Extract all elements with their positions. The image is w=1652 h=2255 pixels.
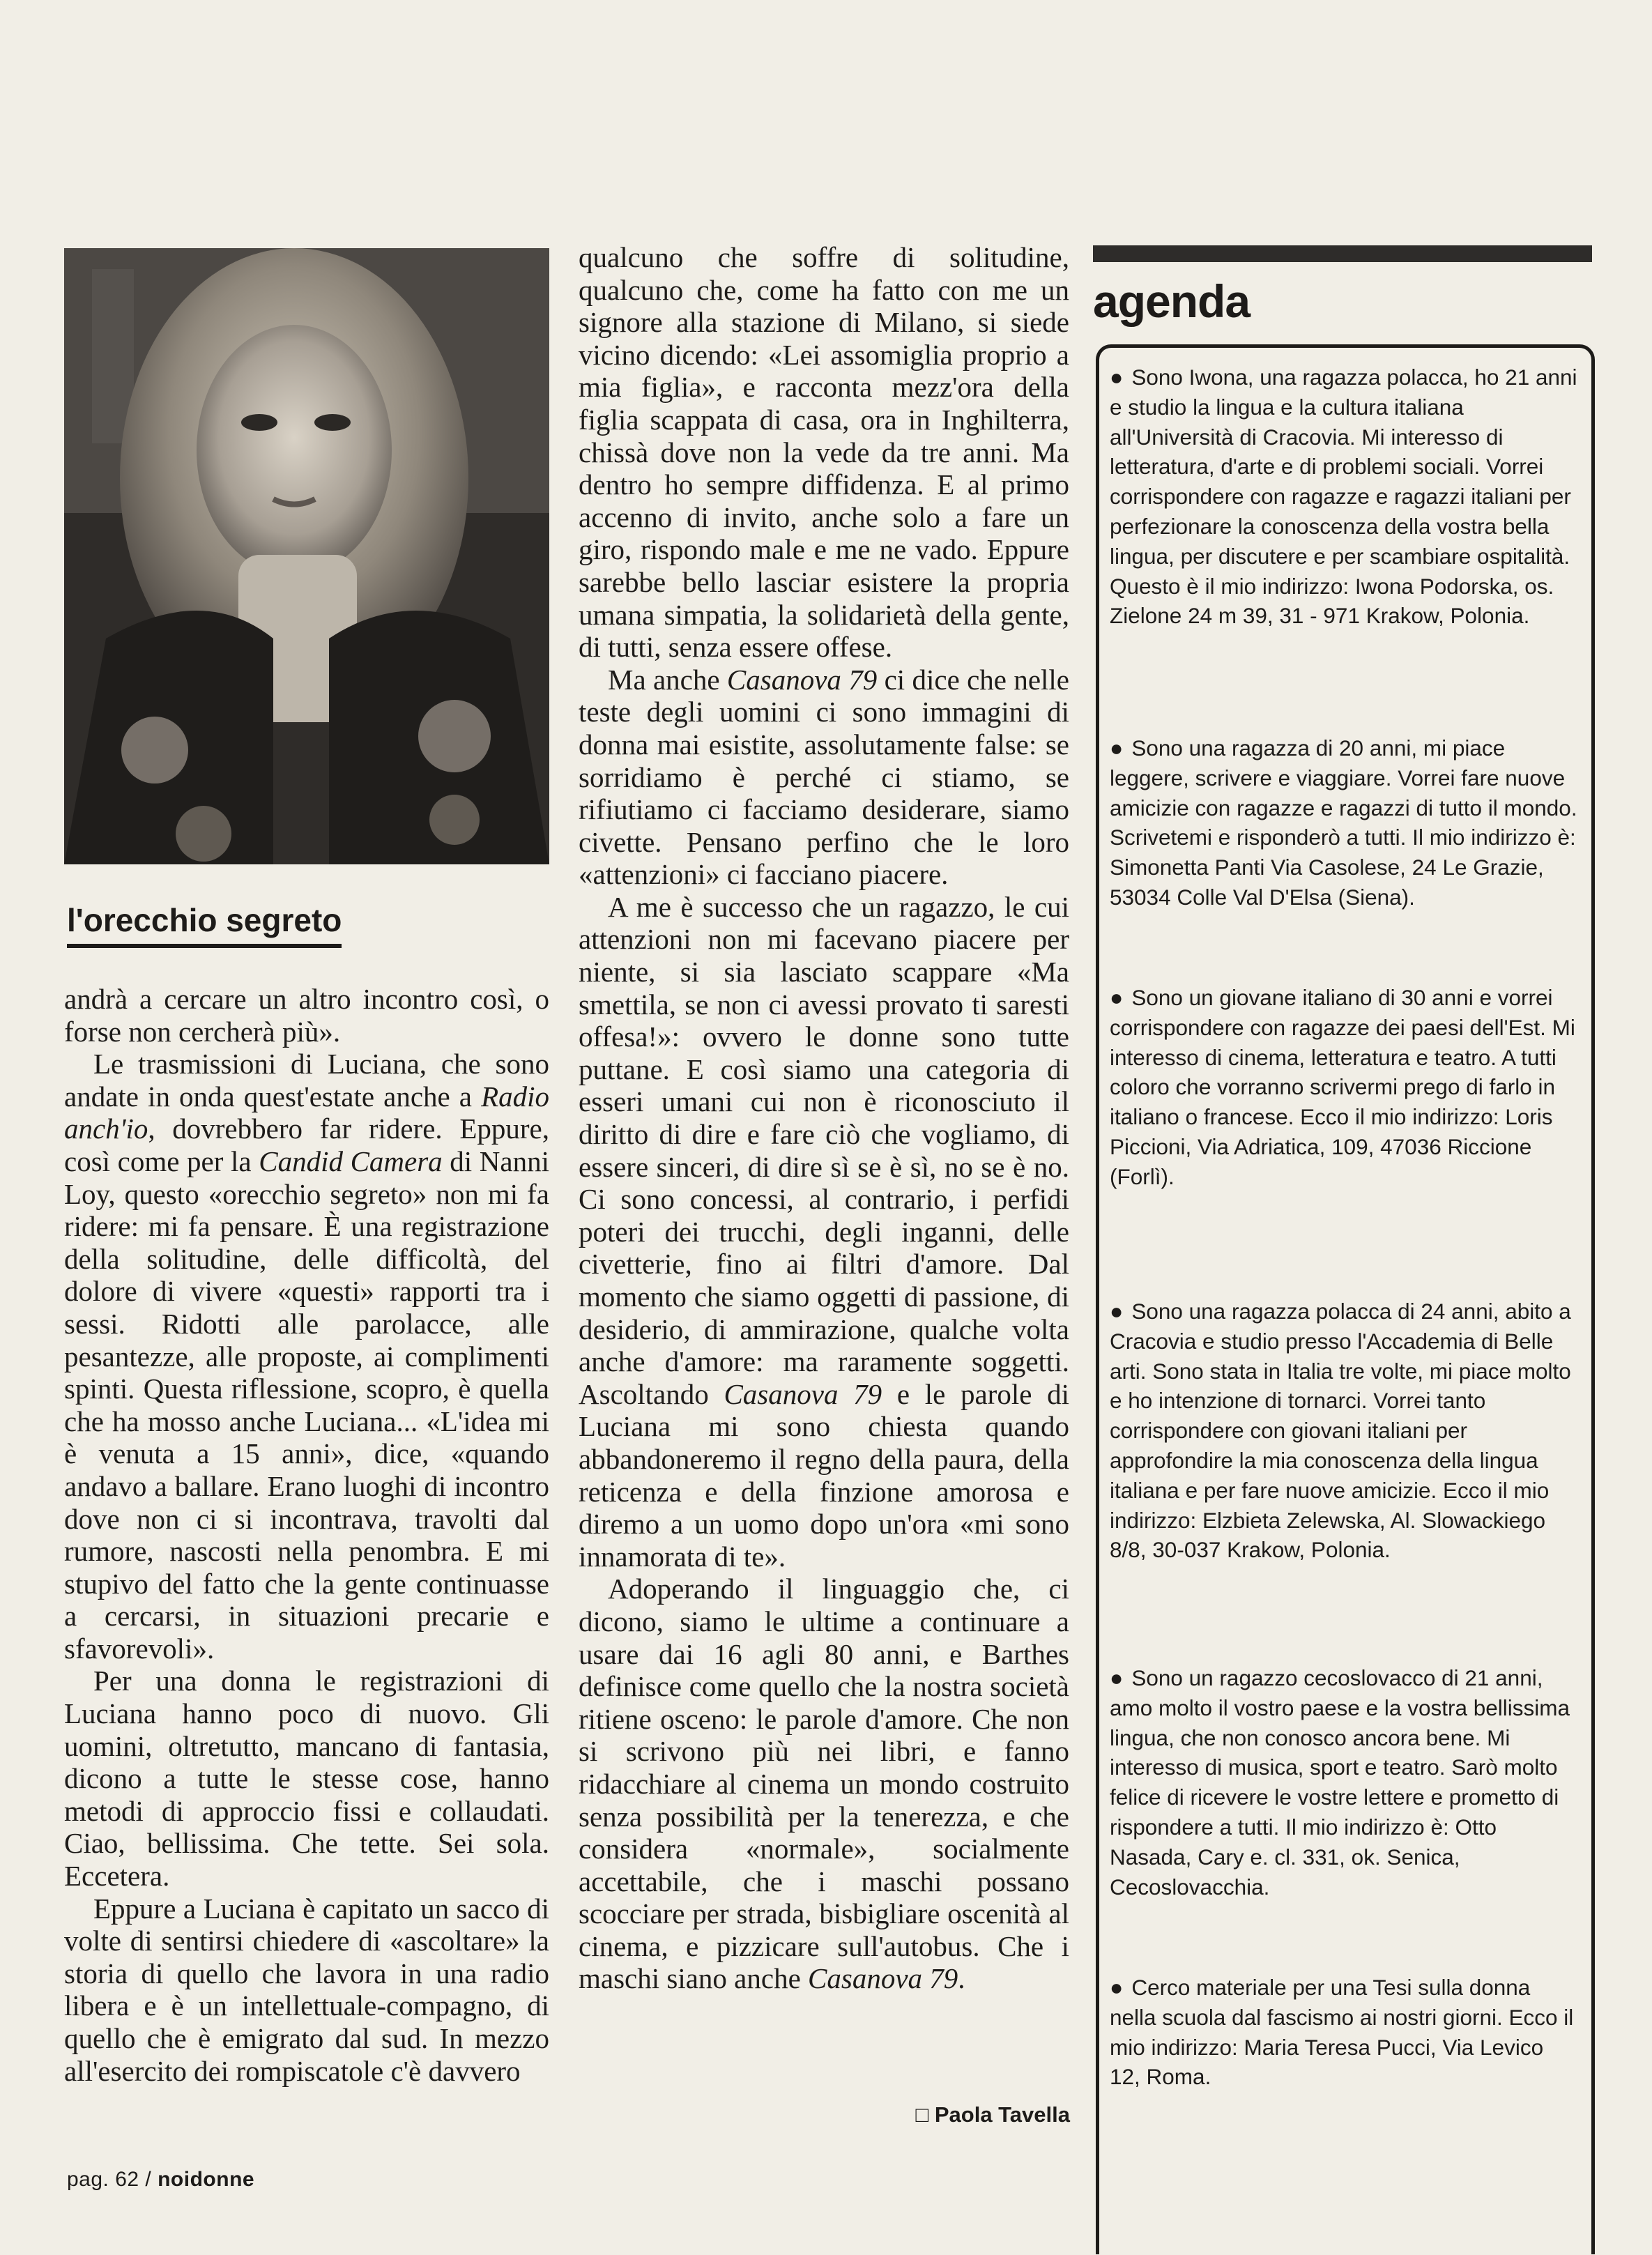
- text-run: .: [958, 1962, 965, 1995]
- italic-title: Radio anch'io: [64, 1080, 549, 1145]
- bullet-icon: ●: [1110, 1299, 1124, 1324]
- portrait-illustration: [64, 248, 549, 864]
- page-footer: [67, 2168, 254, 2192]
- agenda-item: [1110, 1973, 1578, 2092]
- paragraph: Eppure a Luciana è capitato un sacco di volte di sentirsi chiedere di «ascoltare» la storia di quello che lavora in una radio libera e è un intellettuale-compagno, di quello che è emigrato dal sud. In mezzo all'esercito dei rompiscatole c'è davvero: [64, 1892, 549, 2087]
- agenda-item: [1110, 1663, 1578, 1902]
- magazine-name: noidonne: [158, 2168, 255, 2191]
- article-column-2: [579, 241, 1069, 1995]
- text-run: e le parole di Luciana mi sono chiesta quando abbandoneremo il regno della paura, della reticenza e della finzione amorosa e diremo a un uomo dopo un'ora «mi sono innamorata di te».: [579, 1377, 1069, 1573]
- bullet-icon: ●: [1110, 1975, 1124, 2000]
- author-signature: □ Paola Tavella: [915, 2102, 1070, 2127]
- text-run: ci dice che nelle teste degli uomini ci sono immagini di donna mai esistite, assolutamente false: se sorridiamo è perché ci stiamo, se rifiutiamo ci facciamo desiderare, siamo civette. Pensano perfino che le loro «attenzioni» ci facciano piacere.: [579, 663, 1069, 891]
- agenda-item: [1110, 362, 1578, 631]
- text-run: A me è successo che un ragazzo, le cui attenzioni non mi facevano piacere per niente, si sia lasciato scappare «Ma smettila, se non ci avessi provato ti saresti offesa!»: ovvero le donne sono tutte puttane. E così siamo una categoria di esseri umani cui non è riconosciuto il diritto di dire e fare ciò che vogliamo, di essere sinceri, di dire sì se è sì, no se è no. Ci sono concessi, al contrario, i perfidi poteri dei trucchi, degli inganni, delle civetterie, fino ai filtri d'amore. Dal momento che siamo oggetti di passione, di desiderio, di ammirazione, qualche volta anche d'amore: ma raramente soggetti. Ascoltando: [579, 890, 1069, 1410]
- text-run: di Nanni Loy, questo «orecchio segreto» non mi fa ridere: mi fa pensare. È una registrazione della solitudine, delle difficoltà, del dolore di vivere «questi» rapporti tra i sessi. Ridotti alle parolacce, alle pesantezze, alle proposte, ai complimenti spinti. Questa riflessione, scopro, è quella che ha mosso anche Luciana... «L'idea mi è venuta a 15 anni», dice, «quando andavo a ballare. Erano luoghi di incontro dove non ci si incontrava, travolti dal rumore, nascosti nella penombra. E mi stupivo del fatto che la gente continuasse a cercarsi, in situazioni precarie e sfavorevoli».: [64, 1145, 549, 1665]
- agenda-item-text: Sono un giovane italiano di 30 anni e vorrei corrispondere con ragazze dei paesi dell'Est. Mi interesso di cinema, letteratura e teatro. A tutti coloro che vorranno scrivermi prego di farlo in italiano o francese. Ecco il mio indirizzo: Loris Piccioni, Via Adriatica, 109, 47036 Riccione (Forlì).: [1110, 985, 1575, 1189]
- italic-title: Candid Camera: [259, 1145, 443, 1177]
- text-run: Ma anche: [608, 663, 720, 696]
- agenda-item-text: Sono una ragazza di 20 anni, mi piace leggere, scrivere e viaggiare. Vorrei fare nuove amicizie con ragazze e ragazzi di tutto il mondo. Scrivetemi e risponderò a tutti. Il mio indirizzo è: Simonetta Panti Via Casolese, 24 Le Grazie, 53034 Colle Val D'Elsa (Siena).: [1110, 735, 1577, 910]
- page-number: pag. 62 /: [67, 2168, 152, 2191]
- italic-title: Casanova 79: [726, 663, 878, 696]
- agenda-item: [1110, 1297, 1578, 1565]
- italic-title: Casanova 79: [808, 1962, 958, 1995]
- bullet-icon: ●: [1110, 365, 1124, 390]
- paragraph: [579, 664, 1069, 891]
- text-run: , dovrebbero far ridere. Eppure, così come per la: [64, 1113, 549, 1177]
- agenda-item-text: Cerco materiale per una Tesi sulla donna nella scuola dal fascismo ai nostri giorni. Ecco il mio indirizzo: Maria Teresa Pucci, Via Levico 12, Roma.: [1110, 1975, 1574, 2090]
- agenda-top-rule: [1093, 245, 1592, 262]
- bullet-icon: ●: [1110, 985, 1124, 1010]
- bullet-icon: ●: [1110, 1665, 1124, 1690]
- paragraph: [579, 1573, 1069, 1995]
- article-column-1: [64, 983, 549, 2087]
- article-caption: l'orecchio segreto: [67, 901, 342, 948]
- bullet-icon: ●: [1110, 735, 1124, 760]
- paragraph: Per una donna le registrazioni di Luciana hanno poco di nuovo. Gli uomini, oltretutto, mancano di fantasia, dicono a tutte le stesse cose, hanno metodi di approccio fissi e collaudati. Ciao, bellissima. Che tette. Sei sola. Eccetera.: [64, 1665, 549, 1893]
- agenda-title: agenda: [1093, 275, 1251, 327]
- paragraph: qualcuno che soffre di solitudine, qualcuno che, come ha fatto con me un signore alla stazione di Milano, si siede vicino dicendo: «Lei assomiglia proprio a mia figlia», e racconta mezz'ora della figlia scappata di casa, ora in Inghilterra, chissà dove non la vede da tre anni. Ma dentro ho sempre diffidenza. E al primo accenno di invito, anche solo a fare un giro, rispondo male e me ne vado. Eppure sarebbe bello lasciar esistere la propria umana simpatia, la solidarietà della gente, di tutti, senza essere offese.: [579, 241, 1069, 664]
- text-run: Adoperando il linguaggio che, ci dicono, siamo le ultime a continuare a usare dai 16 agli 80 anni, e Barthes definisce come quello che la nostra società ritiene osceno: le parole d'amore. Che non si scrivono più nei libri, e fanno ridacchiare al cinema un mondo costruito senza possibilità per la tenerezza, e che considera «normale», socialmente accettabile, che i maschi possano scocciare per strada, bisbigliare oscenità al cinema, e pizzicare sull'autobus. Che i maschi siano anche: [579, 1573, 1069, 1995]
- italic-title: Casanova 79: [724, 1377, 882, 1410]
- agenda-item: [1110, 733, 1578, 912]
- paragraph: [64, 1048, 549, 1665]
- portrait-photo: [64, 248, 549, 864]
- agenda-item-text: Sono Iwona, una ragazza polacca, ho 21 anni e studio la lingua e la cultura italiana all'Università di Cracovia. Mi interesso di letteratura, d'arte e di problemi sociali. Vorrei corrispondere con ragazze e ragazzi italiani per perfezionare la conoscenza della vostra bella lingua, per discutere e per scambiare ospitalità. Questo è il mio indirizzo: Iwona Podorska, os. Zielone 24 m 39, 31 - 971 Krakow, Polonia.: [1110, 365, 1577, 629]
- paragraph: andrà a cercare un altro incontro così, o forse non cercherà più».: [64, 983, 549, 1048]
- text-run: Le trasmissioni di Luciana, che sono andate in onda quest'estate anche a: [64, 1048, 549, 1113]
- agenda-item-text: Sono una ragazza polacca di 24 anni, abito a Cracovia e studio presso l'Accademia di Belle arti. Sono stata in Italia tre volte, mi piace molto e ho intenzione di tornarci. Vorrei tanto corrispondere con giovani italiani per approfondire la mia conoscenza della lingua italiana e per fare nuove amicizie. Ecco il mio indirizzo: Elzbieta Zelewska, Al. Slowackiego 8/8, 30-037 Krakow, Polonia.: [1110, 1299, 1571, 1563]
- agenda-item: [1110, 983, 1578, 1192]
- paragraph: [579, 891, 1069, 1573]
- agenda-item-text: Sono un ragazzo cecoslovacco di 21 anni, amo molto il vostro paese e la vostra bellissima lingua, che non conosco ancora bene. Mi interesso di musica, sport e teatro. Sarò molto felice di ricevere le vostre lettere e prometto di rispondere a tutti. Il mio indirizzo è: Otto Nasada, Cary e. cl. 331, ok. Senica, Cecoslovacchia.: [1110, 1665, 1570, 1899]
